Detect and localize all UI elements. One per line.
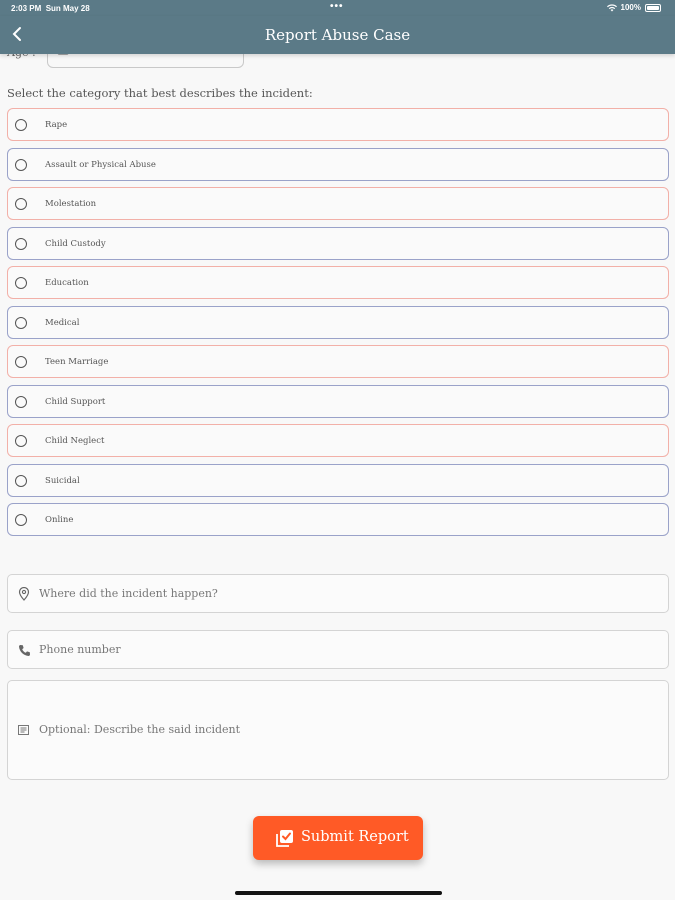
category-option-child-custody[interactable]	[7, 227, 669, 260]
category-label: Online	[45, 515, 74, 525]
description-placeholder: Optional: Describe the said incident	[39, 723, 241, 736]
status-date-text: Sun May 28	[45, 4, 90, 13]
page-title: Report Abuse Case	[264, 26, 411, 44]
submit-report-button[interactable]	[253, 816, 423, 860]
category-options	[7, 108, 669, 543]
radio-button[interactable]	[15, 238, 27, 250]
status-time-text: 2:03 PM	[11, 4, 42, 13]
radio-button[interactable]	[15, 396, 27, 408]
radio-button[interactable]	[15, 159, 27, 171]
notes-icon	[18, 725, 29, 735]
location-placeholder: Where did the incident happen?	[39, 587, 218, 600]
radio-button[interactable]	[15, 119, 27, 131]
checkbox-icon	[276, 829, 294, 847]
app-bar	[0, 16, 675, 54]
category-prompt: Select the category that best describes the incident:	[7, 86, 313, 100]
category-option-suicidal[interactable]	[7, 464, 669, 497]
phone-icon	[18, 644, 31, 657]
category-label: Suicidal	[45, 475, 80, 486]
category-label: Rape	[45, 120, 68, 130]
status-right	[607, 3, 661, 12]
category-label: Child Neglect	[45, 436, 105, 446]
location-pin-icon	[18, 587, 30, 601]
category-label: Child Support	[45, 396, 106, 407]
category-option-teen-marriage[interactable]	[7, 345, 669, 378]
category-label: Assault or Physical Abuse	[45, 159, 156, 170]
radio-button[interactable]	[15, 475, 27, 487]
status-time	[11, 4, 90, 13]
category-option-child-support[interactable]	[7, 385, 669, 418]
battery-icon	[645, 4, 661, 12]
category-option-online[interactable]	[7, 503, 669, 536]
location-input[interactable]	[7, 574, 669, 613]
radio-button[interactable]	[15, 198, 27, 210]
status-bar	[0, 0, 675, 16]
description-input[interactable]	[7, 680, 669, 780]
radio-button[interactable]	[15, 514, 27, 526]
radio-button[interactable]	[15, 435, 27, 447]
battery-percent: 100%	[620, 3, 641, 12]
phone-input[interactable]	[7, 630, 669, 669]
category-option-rape[interactable]	[7, 108, 669, 141]
category-label: Teen Marriage	[45, 357, 109, 367]
home-indicator[interactable]	[235, 891, 442, 895]
multitasking-dots-icon[interactable]: •••	[330, 1, 344, 12]
category-option-child-neglect[interactable]	[7, 424, 669, 457]
submit-label: Submit Report	[301, 829, 409, 845]
category-label: Education	[45, 278, 89, 288]
wifi-icon	[607, 4, 617, 12]
radio-button[interactable]	[15, 356, 27, 368]
category-label: Child Custody	[45, 238, 106, 249]
category-option-medical[interactable]	[7, 306, 669, 339]
category-option-assault[interactable]	[7, 148, 669, 181]
category-label: Molestation	[45, 199, 97, 209]
radio-button[interactable]	[15, 277, 27, 289]
category-option-molestation[interactable]	[7, 187, 669, 220]
category-option-education[interactable]	[7, 266, 669, 299]
phone-placeholder: Phone number	[39, 643, 121, 656]
radio-button[interactable]	[15, 317, 27, 329]
category-label: Medical	[45, 317, 80, 328]
